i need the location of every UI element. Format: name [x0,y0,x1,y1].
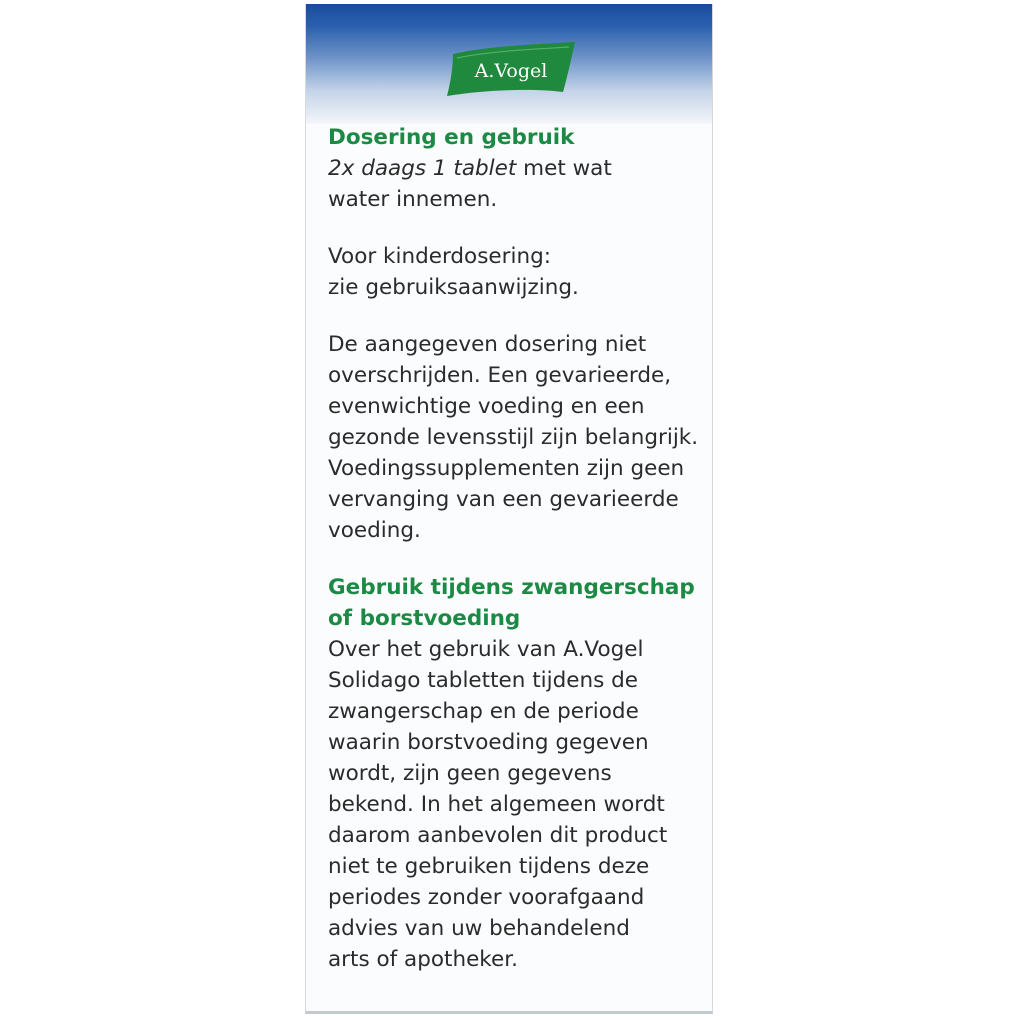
text-line: Over het gebruik van A.Vogel [328,637,644,662]
zwangerschap-text [328,634,704,975]
text-line: periodes zonder voorafgaand [328,885,645,910]
content [328,122,704,975]
text-line: daarom aanbevolen dit product [328,823,668,848]
text-line: zwangerschap en de periode [328,699,639,724]
text-line: advies van uw behandelend [328,916,630,941]
heading-zwangerschap [328,572,704,634]
waarschuwing-text [328,329,704,546]
dosering-rest: met wat [516,156,612,181]
dosering-text [328,153,704,215]
text-line: De aangegeven dosering niet [328,332,647,357]
text-line: zie gebruiksaanwijzing. [328,275,579,300]
text-line: niet te gebruiken tijdens deze [328,854,650,879]
text-line: bekend. In het algemeen wordt [328,792,665,817]
text-line: voeding. [328,518,421,543]
text-line: evenwichtige voeding en een [328,394,645,419]
dosering-italic: 2x daags 1 tablet [328,156,517,181]
logo-text: A.Vogel [474,60,548,82]
text-line: Voor kinderdosering: [328,244,551,269]
heading-line: of borstvoeding [328,606,521,631]
package-panel [305,4,713,1014]
dosering-line2: water innemen. [328,187,498,212]
text-line: overschrijden. Een gevarieerde, [328,363,672,388]
text-line: waarin borstvoeding gegeven [328,730,649,755]
heading-line: Gebruik tijdens zwangerschap [328,575,695,600]
kinderdosering-text [328,241,704,303]
text-line: vervanging van een gevarieerde [328,487,679,512]
text-line: arts of apotheker. [328,947,518,972]
text-line: Voedingssupplementen zijn geen [328,456,685,481]
text-line: Solidago tabletten tijdens de [328,668,638,693]
text-line: gezonde levensstijl zijn belangrijk. [328,425,699,450]
avogel-logo [445,42,577,96]
heading-dosering: Dosering en gebruik [328,125,575,150]
text-line: wordt, zijn geen gegevens [328,761,612,786]
